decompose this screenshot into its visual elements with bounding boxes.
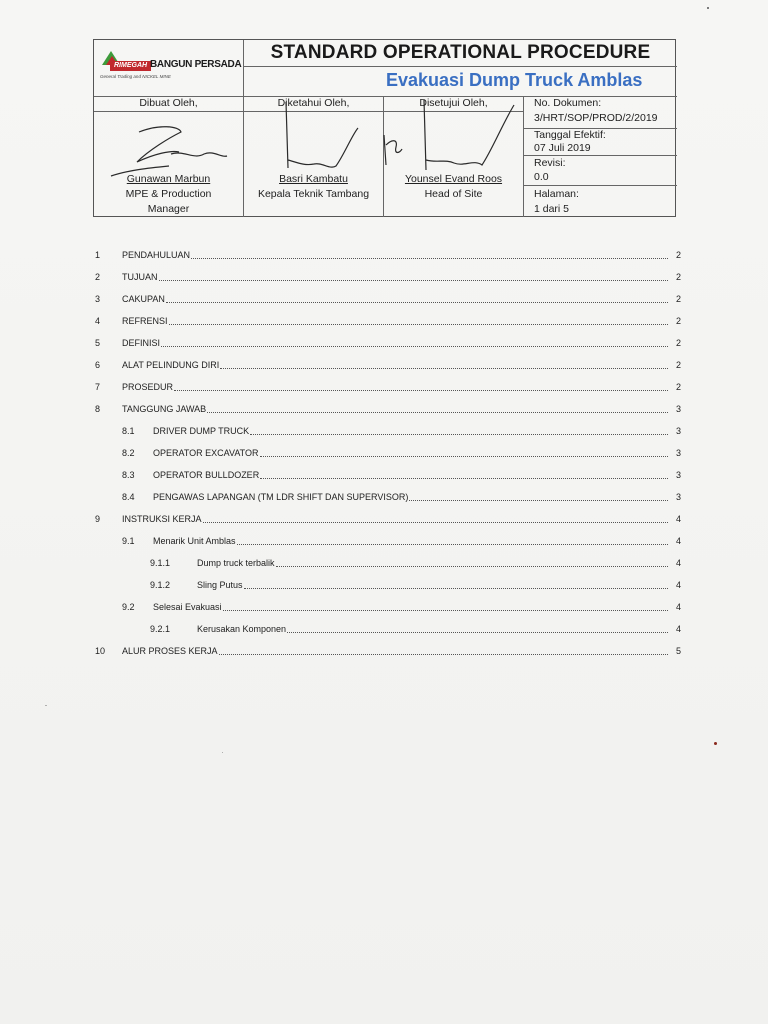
toc-label: Selesai Evakuasi [153,602,222,612]
toc-label: OPERATOR EXCAVATOR [153,448,259,458]
toc-number: 9.1.2 [150,580,171,590]
toc-row[interactable] [0,580,690,594]
doc-number-value: 3/HRT/SOP/PROD/2/2019 [534,112,658,124]
toc-label: Menarik Unit Amblas [153,536,236,546]
signature-gunawan [109,120,234,178]
company-name: BANGUN PERSADA [150,59,242,70]
toc-number: 9.1.1 [150,558,171,568]
toc-row[interactable] [0,492,690,506]
toc-number: 9.2 [122,602,135,612]
toc-number: 9.2.1 [150,624,171,634]
toc-leader [244,588,668,589]
effective-date-value: 07 Juli 2019 [534,142,591,154]
toc-page-number: 2 [675,382,681,392]
signer-position-gunawan-1: MPE & Production [125,188,212,200]
toc-number: 8.4 [122,492,135,502]
toc-number: 5 [95,338,101,348]
toc-number: 8.1 [122,426,135,436]
toc-leader [174,390,668,391]
role-label-approved: Disetujui Oleh, [419,97,488,109]
toc-label: PENDAHULUAN [122,250,191,260]
toc-page-number: 2 [675,360,681,370]
toc-number: 7 [95,382,101,392]
page-count-label: Halaman: [534,188,579,200]
signer-name-gunawan: Gunawan Marbun [126,173,211,185]
role-label-acknowledged: Diketahui Oleh, [277,97,350,109]
toc-page-number: 2 [675,294,681,304]
signer-position-basri: Kepala Teknik Tambang [257,188,370,200]
toc-leader [409,500,668,501]
toc-label: TANGGUNG JAWAB [122,404,207,414]
toc-row[interactable] [0,426,690,440]
toc-label: DRIVER DUMP TRUCK [153,426,250,436]
toc-label: DEFINISI [122,338,161,348]
toc-leader [260,456,668,457]
toc-label: Sling Putus [197,580,243,590]
toc-leader [219,654,668,655]
toc-page-number: 4 [675,602,681,612]
toc-row[interactable] [0,514,690,528]
toc-page-number: 3 [675,426,681,436]
toc-label: TUJUAN [122,272,158,282]
logo-badge: RIMEGAH [110,61,151,71]
toc-leader [169,324,668,325]
toc-number: 9 [95,514,101,524]
toc-leader [166,302,668,303]
toc-row[interactable] [0,470,690,484]
toc-page-number: 2 [675,250,681,260]
company-logo [94,40,243,96]
toc-row[interactable] [0,558,690,572]
toc-page-number: 2 [675,272,681,282]
toc-number: 9.1 [122,536,135,546]
toc-leader [260,478,668,479]
document-subtitle: Evakuasi Dump Truck Amblas [386,70,643,90]
toc-page-number: 3 [675,470,681,480]
toc-row[interactable] [0,624,690,638]
toc-label: ALUR PROSES KERJA [122,646,218,656]
toc-number: 4 [95,316,101,326]
toc-row[interactable] [0,382,690,396]
toc-label: REFRENSI [122,316,168,326]
toc-row[interactable] [0,316,690,330]
toc-page-number: 4 [675,536,681,546]
toc-row[interactable] [0,536,690,550]
toc-leader [203,522,668,523]
toc-label: Dump truck terbalik [197,558,275,568]
scan-speck [222,752,223,753]
toc-leader [161,346,668,347]
signer-position-gunawan-2: Manager [147,203,190,215]
toc-leader [220,368,668,369]
scan-speck [707,7,709,9]
toc-number: 2 [95,272,101,282]
signer-name-basri: Basri Kambatu [279,173,348,185]
toc-leader [191,258,668,259]
toc-number: 8 [95,404,101,414]
company-tagline: General Trading and NICKEL MINE [100,74,171,79]
doc-number-label: No. Dokumen: [534,97,602,109]
toc-page-number: 5 [675,646,681,656]
scan-speck [714,742,717,745]
toc-leader [237,544,668,545]
toc-leader [159,280,668,281]
toc-row[interactable] [0,404,690,418]
toc-number: 1 [95,250,101,260]
page-count-value: 1 dari 5 [534,203,570,215]
signer-position-younsel: Head of Site [424,188,483,200]
toc-row[interactable] [0,448,690,462]
toc-page-number: 4 [675,558,681,568]
toc-leader [223,610,668,611]
toc-leader [276,566,668,567]
toc-number: 8.2 [122,448,135,458]
toc-label: PENGAWAS LAPANGAN (TM LDR SHIFT DAN SUPERVISOR) [153,492,409,502]
toc-page-number: 3 [675,492,681,502]
effective-date-label: Tanggal Efektif: [534,129,606,141]
toc-row[interactable] [0,602,690,616]
revision-value: 0.0 [534,171,549,183]
toc-row[interactable] [0,250,690,264]
role-label-prepared: Dibuat Oleh, [139,97,198,109]
toc-number: 6 [95,360,101,370]
toc-page-number: 4 [675,514,681,524]
toc-label: INSTRUKSI KERJA [122,514,202,524]
toc-row[interactable] [0,272,690,286]
toc-label: PROSEDUR [122,382,174,392]
toc-label: Kerusakan Komponen [197,624,287,634]
toc-label: OPERATOR BULLDOZER [153,470,260,480]
scan-speck [45,705,47,706]
toc-leader [207,412,668,413]
toc-page-number: 4 [675,580,681,590]
toc-leader [250,434,668,435]
toc-row[interactable] [0,294,690,308]
signer-name-younsel: Younsel Evand Roos [404,173,503,185]
toc-number: 8.3 [122,470,135,480]
toc-label: ALAT PELINDUNG DIRI [122,360,220,370]
toc-page-number: 3 [675,404,681,414]
signature-basri [274,100,364,178]
toc-row[interactable] [0,338,690,352]
revision-label: Revisi: [534,157,566,169]
toc-page-number: 3 [675,448,681,458]
toc-row[interactable] [0,646,690,660]
document-title: STANDARD OPERATIONAL PROCEDURE [270,42,651,63]
toc-leader [287,632,668,633]
toc-number: 3 [95,294,101,304]
toc-page-number: 2 [675,338,681,348]
signature-younsel [374,95,524,180]
toc-page-number: 4 [675,624,681,634]
toc-row[interactable] [0,360,690,374]
sop-header-table [93,39,676,217]
toc-number: 10 [95,646,106,656]
toc-page-number: 2 [675,316,681,326]
toc-label: CAKUPAN [122,294,165,304]
